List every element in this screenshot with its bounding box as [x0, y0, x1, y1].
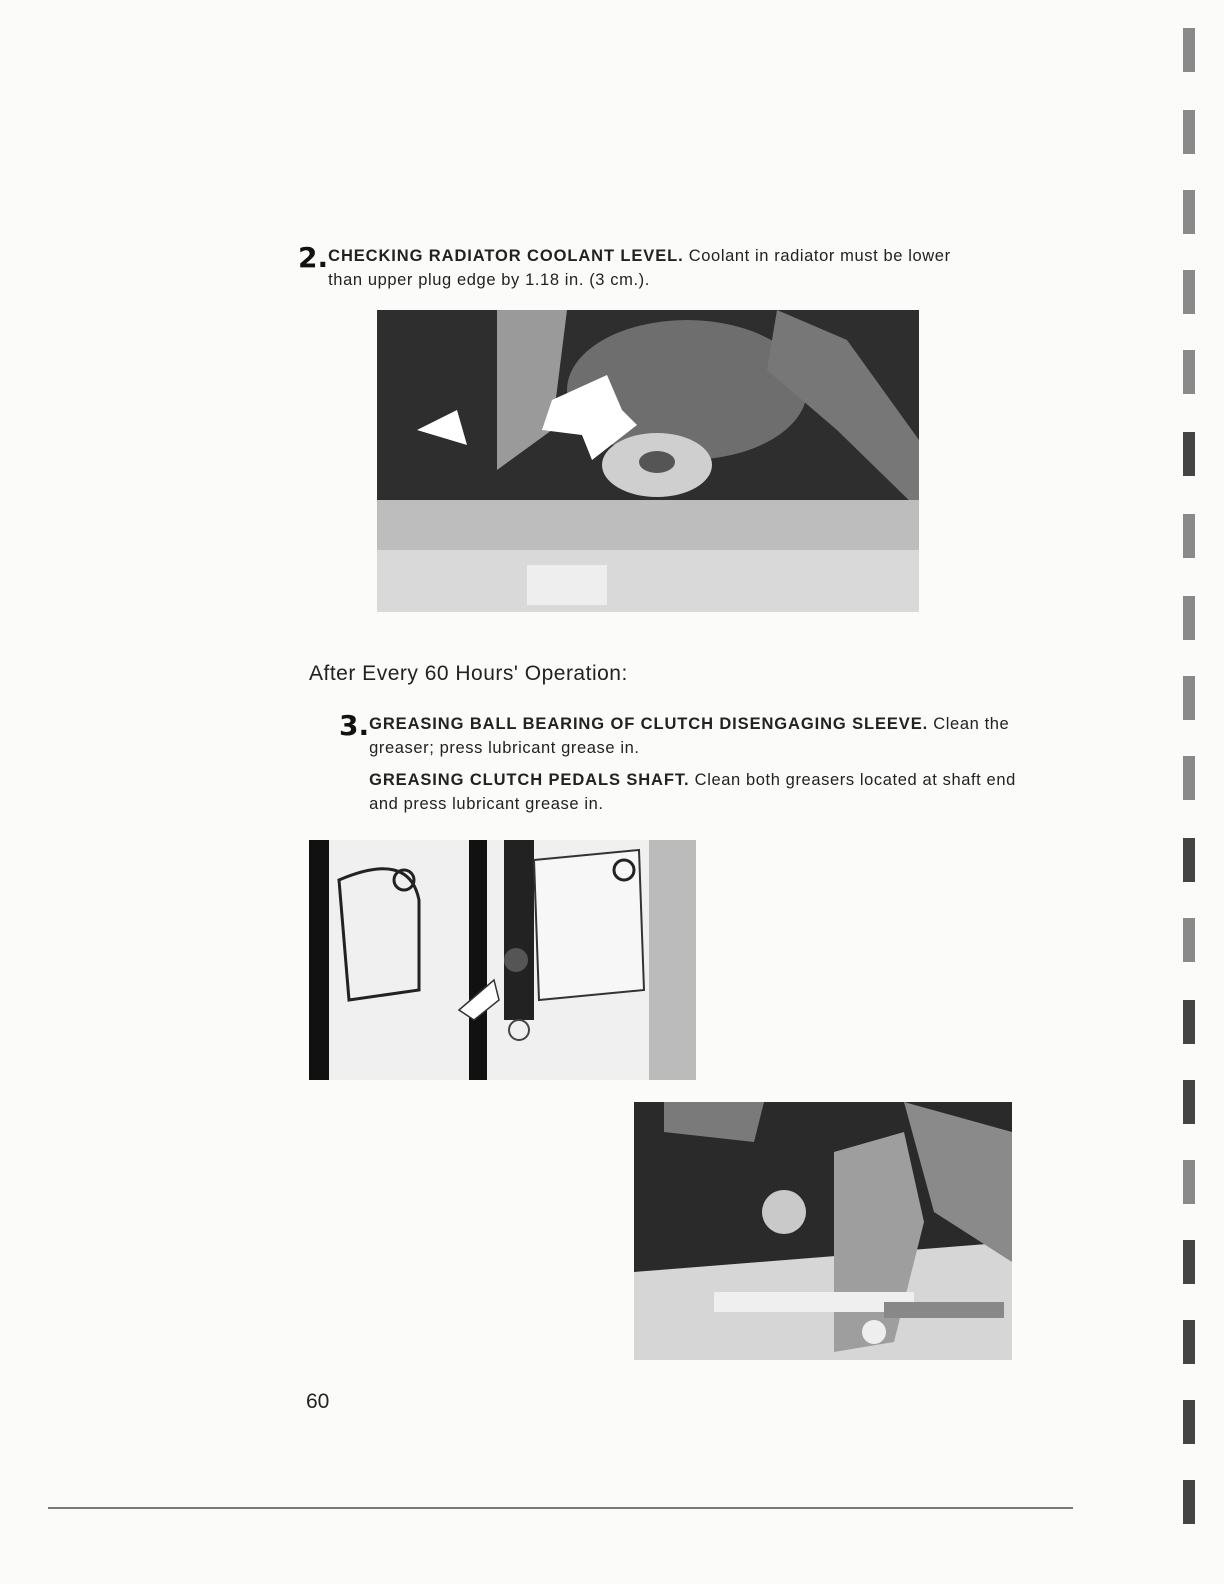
index-tab — [1183, 1240, 1195, 1284]
index-tab — [1183, 110, 1195, 154]
step-number: 2. — [298, 241, 329, 274]
index-tab — [1183, 1400, 1195, 1444]
step-paragraph — [369, 768, 1019, 816]
step-number: 3. — [339, 709, 370, 742]
bottom-rule — [48, 1507, 1073, 1509]
index-tab — [1183, 838, 1195, 882]
section-title: After Every 60 Hours' Operation: — [309, 662, 628, 685]
index-tab — [1183, 1480, 1195, 1524]
index-tab — [1183, 1080, 1195, 1124]
index-tab — [1183, 676, 1195, 720]
step-text: Clean both greasers located at shaft end and press lubricant grease in. — [369, 771, 1016, 813]
step-3 — [339, 709, 1019, 824]
index-tab — [1183, 432, 1195, 476]
index-tab — [1183, 514, 1195, 558]
step-text: Clean the greaser; press lubricant grease in. — [369, 715, 1010, 757]
step-body — [328, 244, 978, 300]
step-heading: GREASING CLUTCH PEDALS SHAFT. — [369, 771, 690, 789]
clutch-sleeve-greaser-photo — [309, 840, 696, 1080]
index-tab — [1183, 1320, 1195, 1364]
step-paragraph — [369, 712, 1019, 760]
index-tab — [1183, 1160, 1195, 1204]
index-tab — [1183, 596, 1195, 640]
index-tab — [1183, 1000, 1195, 1044]
step-heading: CHECKING RADIATOR COOLANT LEVEL. — [328, 247, 684, 265]
step-text: Coolant in radiator must be lower than upper plug edge by 1.18 in. (3 cm.). — [328, 247, 951, 289]
index-tab — [1183, 270, 1195, 314]
step-2 — [298, 241, 978, 300]
index-tab — [1183, 756, 1195, 800]
page-number: 60 — [306, 1390, 330, 1413]
radiator-cap-photo — [377, 310, 919, 612]
step-body — [369, 712, 1019, 824]
step-paragraph — [328, 244, 978, 292]
index-tab — [1183, 918, 1195, 962]
index-tab — [1183, 28, 1195, 72]
index-tab — [1183, 350, 1195, 394]
index-tab — [1183, 190, 1195, 234]
clutch-pedal-shaft-photo — [634, 1102, 1012, 1360]
step-heading: GREASING BALL BEARING OF CLUTCH DISENGAGING SLEEVE. — [369, 715, 929, 733]
